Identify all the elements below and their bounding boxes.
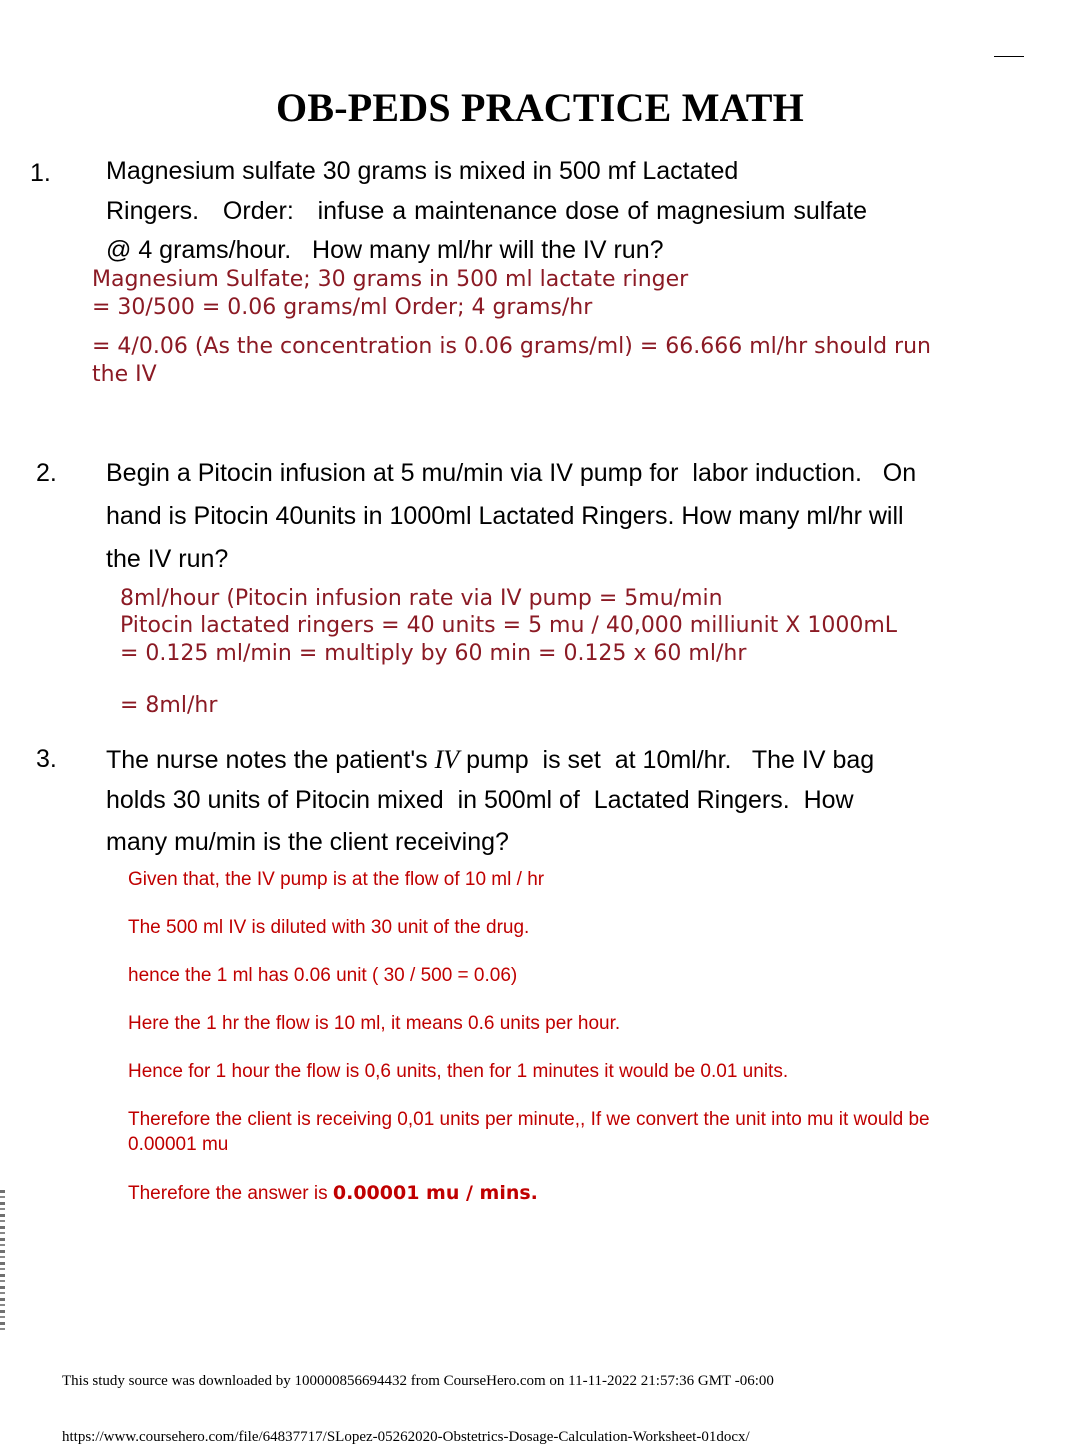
question-3-line-1-before: The nurse notes the patient's <box>106 746 435 774</box>
question-1-line-3 <box>106 236 664 265</box>
answer-3-line-3: hence the 1 ml has 0.06 unit ( 30 / 500 = 0.06) <box>128 965 518 986</box>
answer-1-line-3: = 4/0.06 (As the concentration is 0.06 grams/ml) = 66.666 ml/hr should run <box>92 334 931 359</box>
header-rule <box>994 56 1024 57</box>
page-title: OB-PEDS PRACTICE MATH <box>276 85 804 130</box>
question-3-line-2-text: holds 30 units of Pitocin mixed in 500ml of Lactated Ringers. How <box>106 786 854 814</box>
question-3-line-3: many mu/min is the client receiving? <box>106 828 509 856</box>
answer-2-line-4: = 8ml/hr <box>120 693 218 718</box>
question-3-number: 3. <box>36 745 57 773</box>
answer-2-line-2: Pitocin lactated ringers = 40 units = 5 mu / 40,000 milliunit X 1000mL <box>120 613 898 638</box>
question-2-number: 2. <box>36 459 57 487</box>
answer-3-final-value: 0.00001 mu / mins. <box>332 1182 538 1204</box>
answer-3-line-5: Hence for 1 hour the flow is 0,6 units, then for 1 minutes it would be 0.01 units. <box>128 1061 789 1082</box>
question-1-line-2-text: Ringers. Order: infuse a maintenance dose of magnesium sulfate <box>106 197 867 225</box>
question-1-line-1: Magnesium sulfate 30 grams is mixed in 500 mf Lactated <box>106 157 739 185</box>
question-1-line-2 <box>106 197 867 226</box>
answer-3-final <box>128 1182 538 1205</box>
answer-2-line-1: 8ml/hour (Pitocin infusion rate via IV pump = 5mu/min <box>120 586 723 611</box>
footer-source: This study source was downloaded by 100000856694432 from CourseHero.com on 11-11-2022 21:57:36 GMT -06:00 <box>62 1373 774 1389</box>
question-1-line-3-text: @ 4 grams/hour. How many ml/hr will the IV run? <box>106 236 664 264</box>
answer-2-line-3: = 0.125 ml/min = multiply by 60 min = 0.125 x 60 ml/hr <box>120 641 747 666</box>
answer-3-line-4: Here the 1 hr the flow is 10 ml, it means 0.6 units per hour. <box>128 1013 621 1034</box>
question-3-line-2 <box>106 786 854 815</box>
question-1-number: 1. <box>30 159 51 187</box>
answer-3-line-6: Therefore the client is receiving 0,01 units per minute,, If we convert the unit into mu it would be <box>128 1109 930 1130</box>
scan-edge-artifact <box>0 1190 5 1330</box>
answer-3-line-1: Given that, the IV pump is at the flow of 10 ml / hr <box>128 869 545 890</box>
question-2-line-1 <box>106 459 916 488</box>
question-2-line-1-text: Begin a Pitocin infusion at 5 mu/min via IV pump for labor induction. On <box>106 459 917 487</box>
answer-1-line-4: the IV <box>92 362 157 387</box>
question-2-line-2: hand is Pitocin 40units in 1000ml Lactated Ringers. How many ml/hr will <box>106 502 904 530</box>
footer-url[interactable]: https://www.coursehero.com/file/64837717/SLopez-05262020-Obstetrics-Dosage-Calculation-Worksheet-01docx/ <box>62 1429 750 1445</box>
answer-3-line-2: The 500 ml IV is diluted with 30 unit of the drug. <box>128 917 530 938</box>
question-3-line-1 <box>106 745 874 775</box>
question-2-line-3: the IV run? <box>106 545 229 573</box>
answer-1-line-2: = 30/500 = 0.06 grams/ml Order; 4 grams/hr <box>92 295 593 320</box>
answer-1-line-1: Magnesium Sulfate; 30 grams in 500 ml lactate ringer <box>92 267 689 292</box>
question-3-iv-italic: IV <box>434 745 460 774</box>
answer-3-line-7: 0.00001 mu <box>128 1134 229 1155</box>
question-3-line-1-after: pump is set at 10ml/hr. The IV bag <box>459 746 875 774</box>
answer-3-final-prefix: Therefore the answer is <box>128 1183 333 1204</box>
